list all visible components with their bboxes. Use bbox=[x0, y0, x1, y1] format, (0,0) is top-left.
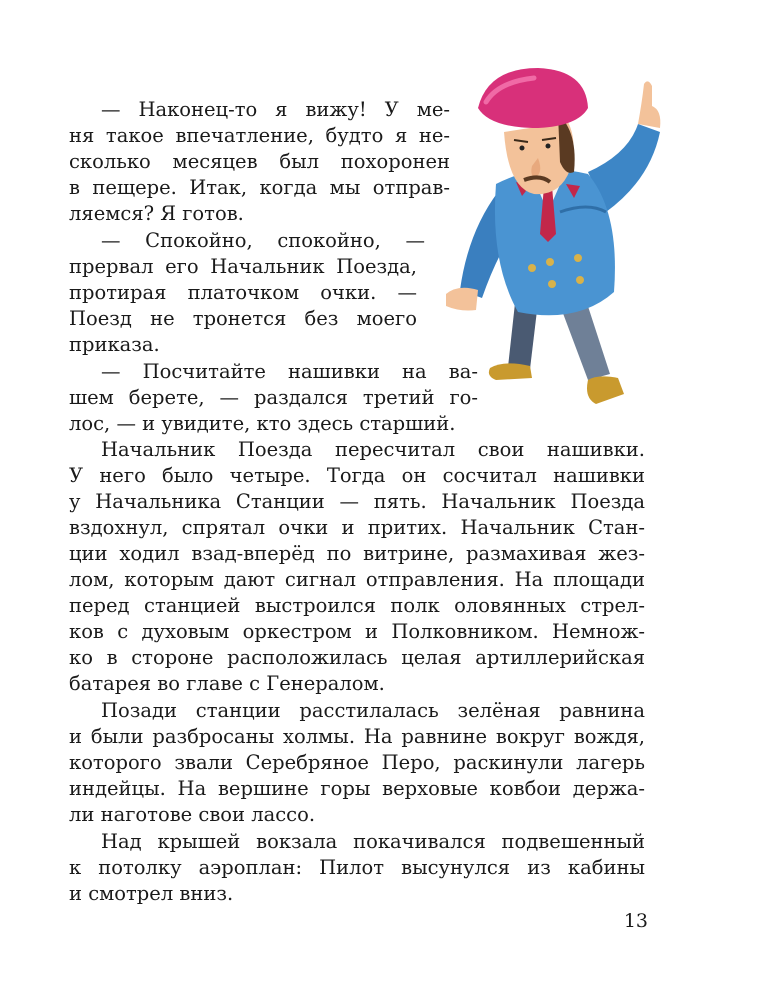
text-line: и были разбросаны холмы. На равнине вокруг вождя, bbox=[69, 725, 645, 748]
text-line: приказа. bbox=[69, 333, 160, 356]
text-line: индейцы. На вершине горы верховые ковбои держа- bbox=[69, 777, 645, 800]
text-line: — Спокойно, спокойно, — bbox=[101, 229, 425, 252]
text-line: лом, которым дают сигнал отправления. На площади bbox=[69, 568, 645, 591]
text-line: Поезд не тронется без моего bbox=[69, 307, 417, 330]
text-line: Начальник Поезда пересчитал свои нашивки. bbox=[101, 438, 645, 461]
page-number: 13 bbox=[623, 910, 648, 932]
text-line: ляемся? Я готов. bbox=[69, 202, 244, 225]
text-line: прервал его Начальник Поезда, bbox=[69, 255, 417, 278]
text-line: У него было четыре. Тогда он сосчитал нашивки bbox=[69, 464, 645, 487]
text-line: ко в стороне расположилась целая артиллерийская bbox=[69, 646, 645, 669]
text-line: ков с духовым оркестром и Полковником. Немнож- bbox=[69, 620, 645, 643]
text-line: у Начальника Станции — пять. Начальник Поезда bbox=[69, 490, 645, 513]
text-line: Над крышей вокзала покачивался подвешенный bbox=[101, 830, 645, 853]
text-line: в пещере. Итак, когда мы отправ- bbox=[69, 176, 450, 199]
text-line: вздохнул, спрятал очки и притих. Начальник Стан- bbox=[69, 516, 645, 539]
text-line: Позади станции расстилалась зелёная равнина bbox=[101, 699, 645, 722]
text-line: протирая платочком очки. — bbox=[69, 281, 417, 304]
pink-beret bbox=[478, 68, 588, 128]
text-line: батарея во главе с Генералом. bbox=[69, 672, 385, 695]
text-line: сколько месяцев был похоронен bbox=[69, 150, 450, 173]
text-line: — Посчитайте нашивки на ва- bbox=[101, 360, 478, 383]
text-line: — Наконец-то я вижу! У ме- bbox=[101, 98, 450, 121]
text-line: которого звали Серебряное Перо, раскинули лагерь bbox=[69, 751, 645, 774]
train-conductor-illustration bbox=[438, 62, 668, 412]
text-line: ции ходил взад-вперёд по витрине, размахивая жез- bbox=[69, 542, 645, 565]
text-line: шем берете, — раздался третий го- bbox=[69, 386, 478, 409]
text-line: лос, — и увидите, кто здесь старший. bbox=[69, 412, 456, 435]
text-line: ли наготове свои лассо. bbox=[69, 803, 316, 826]
text-line: ня такое впечатление, будто я не- bbox=[69, 124, 450, 147]
text-line: к потолку аэроплан: Пилот высунулся из кабины bbox=[69, 856, 645, 879]
coat bbox=[495, 170, 615, 316]
text-line: перед станцией выстроился полк оловянных стрел- bbox=[69, 594, 645, 617]
text-line: и смотрел вниз. bbox=[69, 882, 234, 905]
